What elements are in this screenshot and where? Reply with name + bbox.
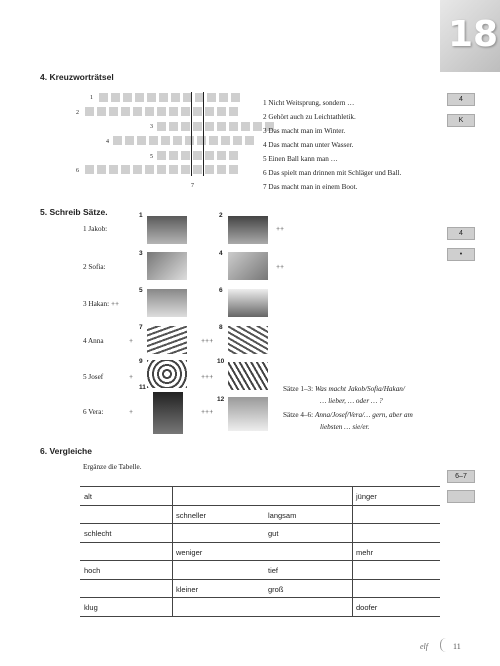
crossword-cell[interactable] [204, 150, 215, 161]
crossword-grid [84, 92, 254, 184]
table-cell: mehr [356, 547, 374, 557]
picture-sailing [147, 326, 187, 354]
row-right-5: +++ [201, 373, 214, 381]
crossword-cell[interactable] [216, 121, 227, 132]
clue-6: 6 Das spielt man drinnen mit Schläger und Ball. [263, 169, 402, 177]
pic-num-12: 12 [217, 396, 225, 403]
picture-skating [153, 392, 183, 434]
pic-num-9: 9 [139, 358, 143, 365]
crossword-cell[interactable] [204, 164, 215, 175]
table-line [80, 523, 440, 524]
crossword-cell[interactable] [148, 135, 159, 146]
crossword-cell[interactable] [136, 135, 147, 146]
crossword-cell[interactable] [158, 92, 169, 103]
crossword-cell[interactable] [216, 106, 227, 117]
crossword-cell[interactable] [206, 92, 217, 103]
crossword-cell[interactable] [184, 135, 195, 146]
crossword-cell[interactable] [180, 121, 191, 132]
crossword-cell[interactable] [180, 106, 191, 117]
table-cell: tief [268, 566, 279, 575]
note-2-line-a: Anna/Josef/Vera/… gern, aber am [314, 411, 413, 419]
crossword-cell[interactable] [108, 106, 119, 117]
crossword-cell[interactable] [144, 106, 155, 117]
pic-num-4: 4 [219, 250, 223, 257]
crossword-cell[interactable] [134, 92, 145, 103]
crossword-cell[interactable] [112, 135, 123, 146]
crossword-cell[interactable] [84, 164, 95, 175]
crossword-cell[interactable] [216, 164, 227, 175]
crossword-cell[interactable] [110, 92, 121, 103]
crossword-cell[interactable] [108, 164, 119, 175]
row-left-6: + [129, 408, 134, 416]
crossword-num-2: 2 [76, 110, 79, 116]
table-cell: kleiner [176, 584, 199, 594]
crossword-num-5: 5 [150, 154, 153, 160]
table-divider [352, 486, 353, 616]
row-right-1: ++ [276, 225, 285, 233]
table-cell: klug [84, 603, 98, 612]
row-right-6: +++ [201, 408, 214, 416]
pic-num-3: 3 [139, 250, 143, 257]
pic-num-11: 11 [139, 384, 146, 391]
crossword-cell[interactable] [232, 135, 243, 146]
crossword-cell[interactable] [124, 135, 135, 146]
row-left-4: + [129, 337, 134, 345]
clue-4: 4 Das macht man unter Wasser. [263, 141, 354, 149]
footer-bracket-icon [440, 638, 449, 652]
note-2-prefix: Sätze 4–6: [283, 411, 314, 419]
table-cell: doofer [356, 603, 378, 612]
clue-2: 2 Gehört auch zu Leichtathletik. [263, 113, 356, 121]
note-2-line-b: liebsten … sie/er. [320, 423, 370, 431]
note-2 [283, 409, 413, 433]
table-cell: groß [268, 584, 284, 594]
table-cell: schlecht [84, 529, 112, 538]
pic-num-8: 8 [219, 324, 223, 331]
crossword-cell[interactable] [84, 106, 95, 117]
crossword-cell[interactable] [228, 164, 239, 175]
crossword-cell[interactable] [204, 121, 215, 132]
crossword-cell[interactable] [216, 150, 227, 161]
crossword-cell[interactable] [204, 106, 215, 117]
crossword-num-1: 1 [90, 95, 93, 101]
crossword-cell[interactable] [98, 92, 109, 103]
crossword-cell[interactable] [180, 164, 191, 175]
table-line [80, 597, 440, 598]
crossword-cell[interactable] [146, 92, 157, 103]
table-cell: gut [268, 529, 279, 538]
crossword-cell[interactable] [220, 135, 231, 146]
crossword-num-7: 7 [191, 183, 194, 189]
row-label-1: 1 Jakob: [83, 225, 108, 233]
sec5-box-1: 4 [447, 227, 475, 240]
section5-title: 5. Schreib Sätze. [40, 207, 108, 217]
table-line [80, 542, 440, 543]
crossword-num-4: 4 [106, 139, 109, 145]
crossword-cell[interactable] [192, 106, 203, 117]
crossword-cell[interactable] [156, 164, 167, 175]
sec5-box-2: • [447, 248, 475, 261]
crossword-cell[interactable] [168, 121, 179, 132]
crossword-cell[interactable] [218, 92, 229, 103]
clue-list [263, 96, 401, 194]
table-cell: weniger [176, 547, 203, 557]
note-1-line-a: Was macht Jakob/Sofia/Hakan/ [314, 385, 405, 393]
table-line [80, 486, 440, 487]
table-cell: jünger [356, 492, 377, 501]
section6-instruction: Ergänze die Tabelle. [83, 463, 142, 471]
crossword-cell[interactable] [122, 92, 133, 103]
clue-5: 5 Einen Ball kann man … [263, 155, 338, 163]
table-cell: alt [84, 492, 92, 501]
row-label-3: 3 Hakan: ++ [83, 300, 120, 308]
pic-num-2: 2 [219, 212, 223, 219]
note-1-line-b: … lieber, … oder … ? [320, 397, 383, 405]
picture-cycling [147, 360, 187, 388]
sec4-box-1: 4 [447, 93, 475, 106]
crossword-cell[interactable] [156, 106, 167, 117]
crossword-cell[interactable] [168, 106, 179, 117]
crossword-cell[interactable] [156, 121, 167, 132]
crossword-cell[interactable] [192, 150, 203, 161]
sec6-box-1: 6–7 [447, 470, 475, 483]
crossword-cell[interactable] [170, 92, 181, 103]
table-cell: schneller [176, 510, 207, 520]
section6-title: 6. Vergleiche [40, 446, 92, 456]
picture-swimming [147, 216, 187, 244]
crossword-cell[interactable] [228, 106, 239, 117]
chapter-number: 18 [448, 14, 499, 55]
pic-num-6: 6 [219, 287, 223, 294]
crossword-num-3: 3 [150, 124, 153, 130]
sec6-box-2 [447, 490, 475, 503]
crossword-cell[interactable] [120, 164, 131, 175]
crossword-cell[interactable] [96, 164, 107, 175]
table-line [80, 616, 440, 617]
crossword-cell[interactable] [132, 164, 143, 175]
crossword-cell[interactable] [192, 121, 203, 132]
crossword-cell[interactable] [172, 135, 183, 146]
crossword-cell[interactable] [168, 164, 179, 175]
picture-music [147, 252, 187, 280]
crossword-cell[interactable] [192, 164, 203, 175]
crossword-cell[interactable] [196, 135, 207, 146]
crossword-cell[interactable] [228, 150, 239, 161]
table-cell: hoch [84, 566, 101, 575]
sec4-box-2: K [447, 114, 475, 127]
crossword-cell[interactable] [120, 106, 131, 117]
crossword-num-6: 6 [76, 168, 79, 174]
table-cell: langsam [268, 510, 297, 520]
crossword-cell[interactable] [228, 121, 239, 132]
picture-skiing [228, 326, 268, 354]
picture-volleyball [147, 289, 187, 317]
picture-diving [228, 216, 268, 244]
picture-reading [228, 252, 268, 280]
row-label-6: 6 Vera: [83, 408, 104, 416]
chapter-tab [440, 0, 500, 72]
footer-page: 11 [453, 642, 461, 651]
crossword-cell[interactable] [208, 135, 219, 146]
row-left-5: + [129, 373, 134, 381]
table-line [80, 560, 440, 561]
footer-word: elf [420, 642, 428, 651]
comparison-table [80, 486, 440, 620]
crossword-cell[interactable] [240, 121, 251, 132]
table-divider [172, 486, 173, 616]
row-label-2: 2 Sofia: [83, 263, 106, 271]
crossword-cell[interactable] [168, 150, 179, 161]
clue-7: 7 Das macht man in einem Boot. [263, 183, 358, 191]
crossword-cell[interactable] [160, 135, 171, 146]
pic-num-1: 1 [139, 212, 143, 219]
clue-3: 3 Das macht man im Winter. [263, 127, 346, 135]
pic-num-5: 5 [139, 287, 143, 294]
crossword-cell[interactable] [132, 106, 143, 117]
row-label-5: 5 Josef [83, 373, 104, 381]
pic-num-10: 10 [217, 358, 225, 365]
crossword-cell[interactable] [144, 164, 155, 175]
crossword-cell[interactable] [244, 135, 255, 146]
row-right-2: ++ [276, 263, 285, 271]
picture-table-tennis [228, 289, 268, 317]
table-line [80, 579, 440, 580]
clue-1: 1 Nicht Weitsprung, sondern … [263, 99, 355, 107]
picture-skiers [228, 397, 268, 431]
pic-num-7: 7 [139, 324, 143, 331]
crossword-cell[interactable] [180, 150, 191, 161]
crossword-cell[interactable] [252, 121, 263, 132]
note-1-prefix: Sätze 1–3: [283, 385, 314, 393]
section4-title: 4. Kreuzworträtsel [40, 72, 114, 82]
crossword-cell[interactable] [230, 92, 241, 103]
row-right-4: +++ [201, 337, 214, 345]
crossword-solution-line [191, 92, 192, 176]
crossword-cell[interactable] [96, 106, 107, 117]
table-line [80, 505, 440, 506]
crossword-solution-line [203, 92, 204, 176]
crossword-cell[interactable] [156, 150, 167, 161]
note-1 [283, 383, 405, 407]
picture-riding [228, 362, 268, 390]
row-label-4: 4 Anna [83, 337, 104, 345]
footer [420, 636, 461, 654]
